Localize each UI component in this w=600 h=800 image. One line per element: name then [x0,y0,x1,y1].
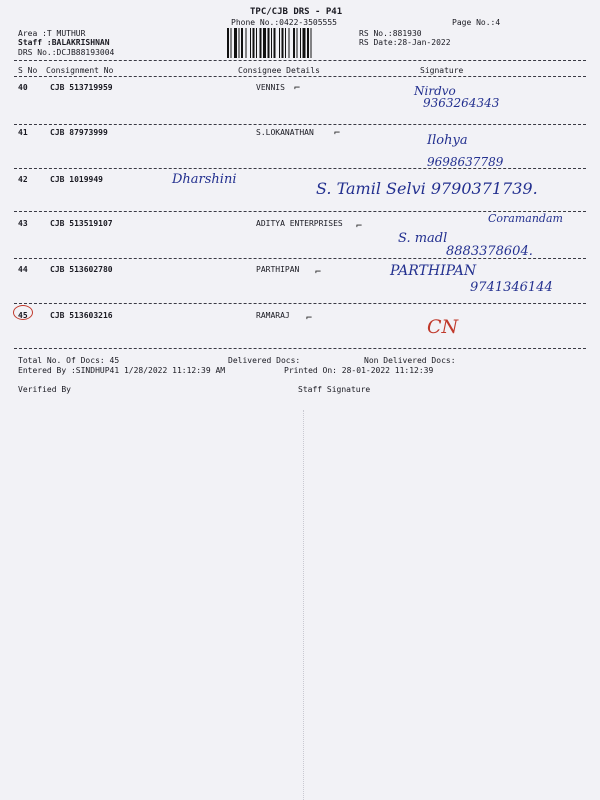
area-label: Area :T MUTHUR [18,29,86,38]
verified-by: Verified By [18,385,71,394]
barcode-image [227,28,353,58]
row-divider [14,124,586,125]
row-sno: 40 [18,83,28,92]
tick-mark-icon: ⌐ [306,313,313,324]
staff-signature: Staff Signature [298,385,371,394]
footer-divider [14,348,586,349]
row-consignee: S.LOKANATHAN [256,128,314,137]
row-consignment: CJB 87973999 [50,128,108,137]
staff-label: Staff :BALAKRISHNAN [18,38,110,47]
drs-number: DRS No.:DCJB88193004 [18,48,115,57]
row-consignee: RAMARAJ [256,311,290,320]
row-consignment: CJB 1019949 [50,175,103,184]
printed-on: Printed On: 28-01-2022 11:12:39 [284,366,434,375]
row-sno: 45 [18,311,28,320]
page-number: Page No.:4 [452,18,501,27]
handwritten-signature: Ilohya [427,133,468,148]
handwritten-cn-mark: CN [427,316,459,338]
rs-date: RS Date:28-Jan-2022 [359,38,451,47]
row-sno: 42 [18,175,28,184]
entered-by: Entered By :SINDHUP41 1/28/2022 11:12:39 AM [18,366,226,375]
row-consignee: VENNIS [256,83,285,92]
total-docs: Total No. Of Docs: 45 [18,356,120,365]
handwritten-signature: S. madl [398,231,448,246]
tick-mark-icon: ⌐ [294,83,301,94]
handwritten-company: Coramandam [488,212,563,225]
column-header-signature: Signature [420,66,464,75]
handwritten-signature: Nirdvo [414,84,456,98]
row-divider [14,258,586,259]
tick-mark-icon: ⌐ [356,221,363,232]
fold-line [303,410,304,800]
non-delivered-docs: Non Delivered Docs: [364,356,456,365]
header-divider [14,60,586,61]
rs-number: RS No.:881930 [359,29,422,38]
handwritten-phone: 9698637789 [427,155,504,169]
row-divider [14,303,586,304]
row-consignment: CJB 513719959 [50,83,113,92]
row-consignment: CJB 513519107 [50,219,113,228]
tick-mark-icon: ⌐ [315,267,322,278]
column-header-divider [14,76,586,77]
row-sno: 41 [18,128,28,137]
column-header-consignee: Consignee Details [238,66,320,75]
row-consignee: ADITYA ENTERPRISES [256,219,343,228]
row-sno: 43 [18,219,28,228]
row-consignee: PARTHIPAN [256,265,300,274]
row-consignment: CJB 513603216 [50,311,113,320]
handwritten-signature: PARTHIPAN [390,263,477,279]
report-title: TPC/CJB DRS - P41 [250,7,343,17]
column-header-sno: S No [18,66,38,75]
handwritten-consignee-name: Dharshini [172,172,237,187]
column-header-consignment: Consignment No [46,66,114,75]
tick-mark-icon: ⌐ [334,128,341,139]
row-sno: 44 [18,265,28,274]
handwritten-phone: 9741346144 [470,280,553,295]
row-consignment: CJB 513602780 [50,265,113,274]
handwritten-phone: 9363264343 [423,96,500,110]
handwritten-phone: 8883378604. [446,244,533,259]
delivered-docs: Delivered Docs: [228,356,301,365]
phone-number: Phone No.:0422-3505555 [231,18,337,27]
handwritten-signature: S. Tamil Selvi 9790371739. [316,179,538,198]
row-divider [14,168,586,169]
